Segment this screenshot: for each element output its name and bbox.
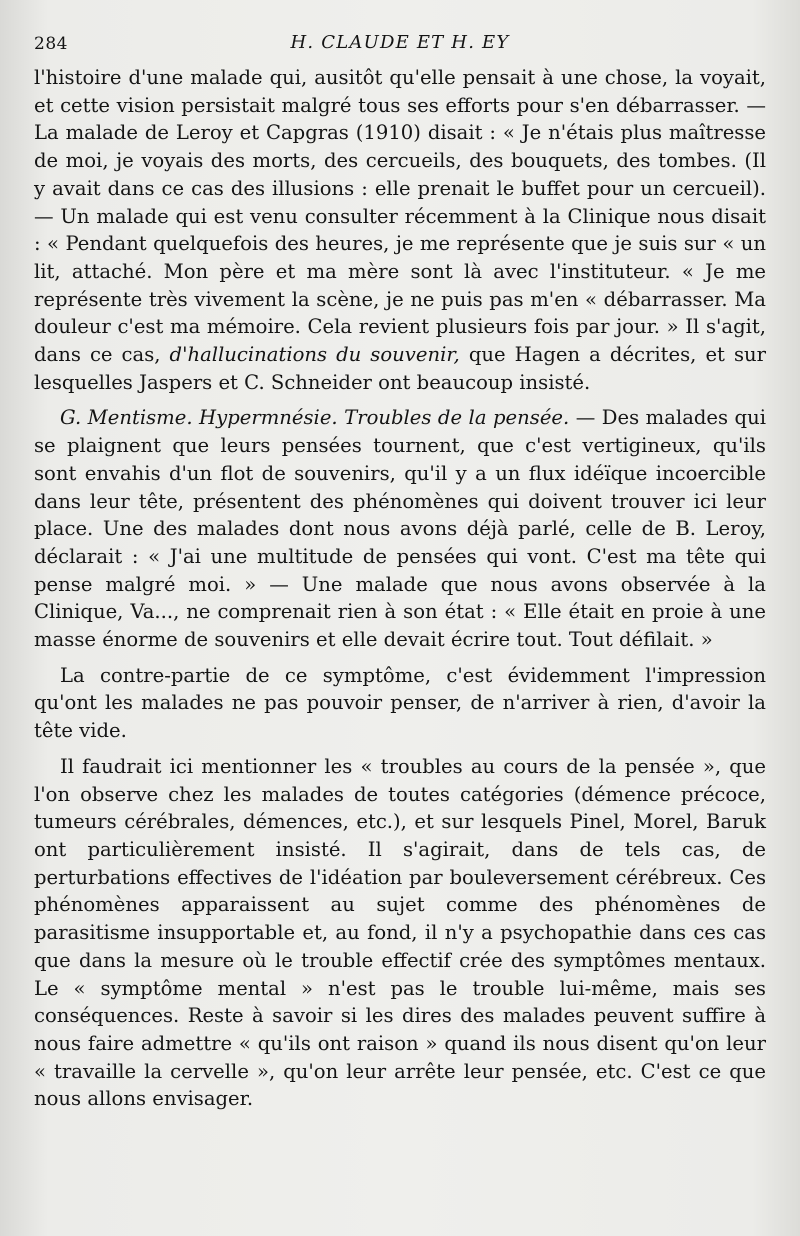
paragraph-section-g [34,404,766,653]
paragraph-text: Il faudrait ici mentionner les « troubles au cours de la pensée », que l'on observe chez les malades de toutes catégories (démence précoce, tumeurs cérébrales, démences, etc.), et sur lesquels Pinel, Morel, Baruk ont particulièrement insisté. Il s'agirait, dans de tels cas, de perturbations effectives de l'idéation par bouleversement cérébreux. Ces phénomènes apparaissent au sujet comme des phénomènes de parasitisme insupportable et, au fond, il n'y a psychopathie dans ces cas que dans la mesure où le trouble effectif crée des symptômes mentaux. Le « symptôme mental » n'est pas le trouble lui-même, mais ses conséquences. Reste à savoir si les dires des malades peuvent suffire à nous faire admettre « qu'ils ont raison » quand ils nous disent qu'on leur « travaille la cervelle », qu'on leur arrête leur pensée, etc. C'est ce que nous allons envisager. [34,754,766,1111]
paragraph-continuation [34,64,766,396]
running-title: H. CLAUDE ET H. EY [290,32,510,53]
paragraph-counterpart [34,662,766,745]
body-text [34,64,766,1113]
running-head [34,26,766,62]
page-number: 284 [34,34,68,54]
italic-term: d'hallucinations du souvenir, [169,343,460,367]
paragraph-troubles [34,753,766,1113]
paragraph-text: l'histoire d'une malade qui, ausitôt qu'elle pensait à une chose, la voyait, et cette vision persistait malgré tous ses efforts pour s'en débarrasser. — La malade de Leroy et Capgras (1910) disait : « Je n'étais plus maîtresse de moi, je voyais des morts, des cercueils, des bouquets, des tombes. (Il y avait dans ce cas des illusions : elle prenait le buffet pour un cercueil). — Un malade qui est venu consulter récemment à la Clinique nous disait : « Pendant quelquefois des heures, je me représente que je suis sur « un lit, attaché. Mon père et ma mère sont là avec l'instituteur. « Je me représente très vivement la scène, je ne puis pas m'en « débarrasser. Ma douleur c'est ma mémoire. Cela revient plusieurs fois par jour. » Il s'agit, dans ce cas, [34,66,766,367]
section-heading: G. Mentisme. Hypermnésie. Troubles de la pensée. [60,406,570,430]
paragraph-text: — Des malades qui se plaignent que leurs pensées tournent, que c'est vertigineux, qu'ils sont envahis d'un flot de souvenirs, qu'il y a un flux idéïque incoercible dans leur tête, présentent des phénomènes qui doivent trouver ici leur place. Une des malades dont nous avons déjà parlé, celle de B. Leroy, déclarait : « J'ai une multitude de pensées qui vont. C'est ma tête qui pense malgré moi. » — Une malade que nous avons observée à la Clinique, Va..., ne comprenait rien à son état : « Elle était en proie à une masse énorme de souvenirs et elle devait écrire tout. Tout défilait. » [34,406,766,652]
paragraph-text: La contre-partie de ce symptôme, c'est évidemment l'impression qu'ont les malades ne pas pouvoir penser, de n'arriver à rien, d'avoir la tête vide. [34,663,766,743]
paragraph-text: que Hagen a décrites, et sur lesquelles Jaspers et C. Schneider ont beaucoup insisté. [34,343,766,394]
